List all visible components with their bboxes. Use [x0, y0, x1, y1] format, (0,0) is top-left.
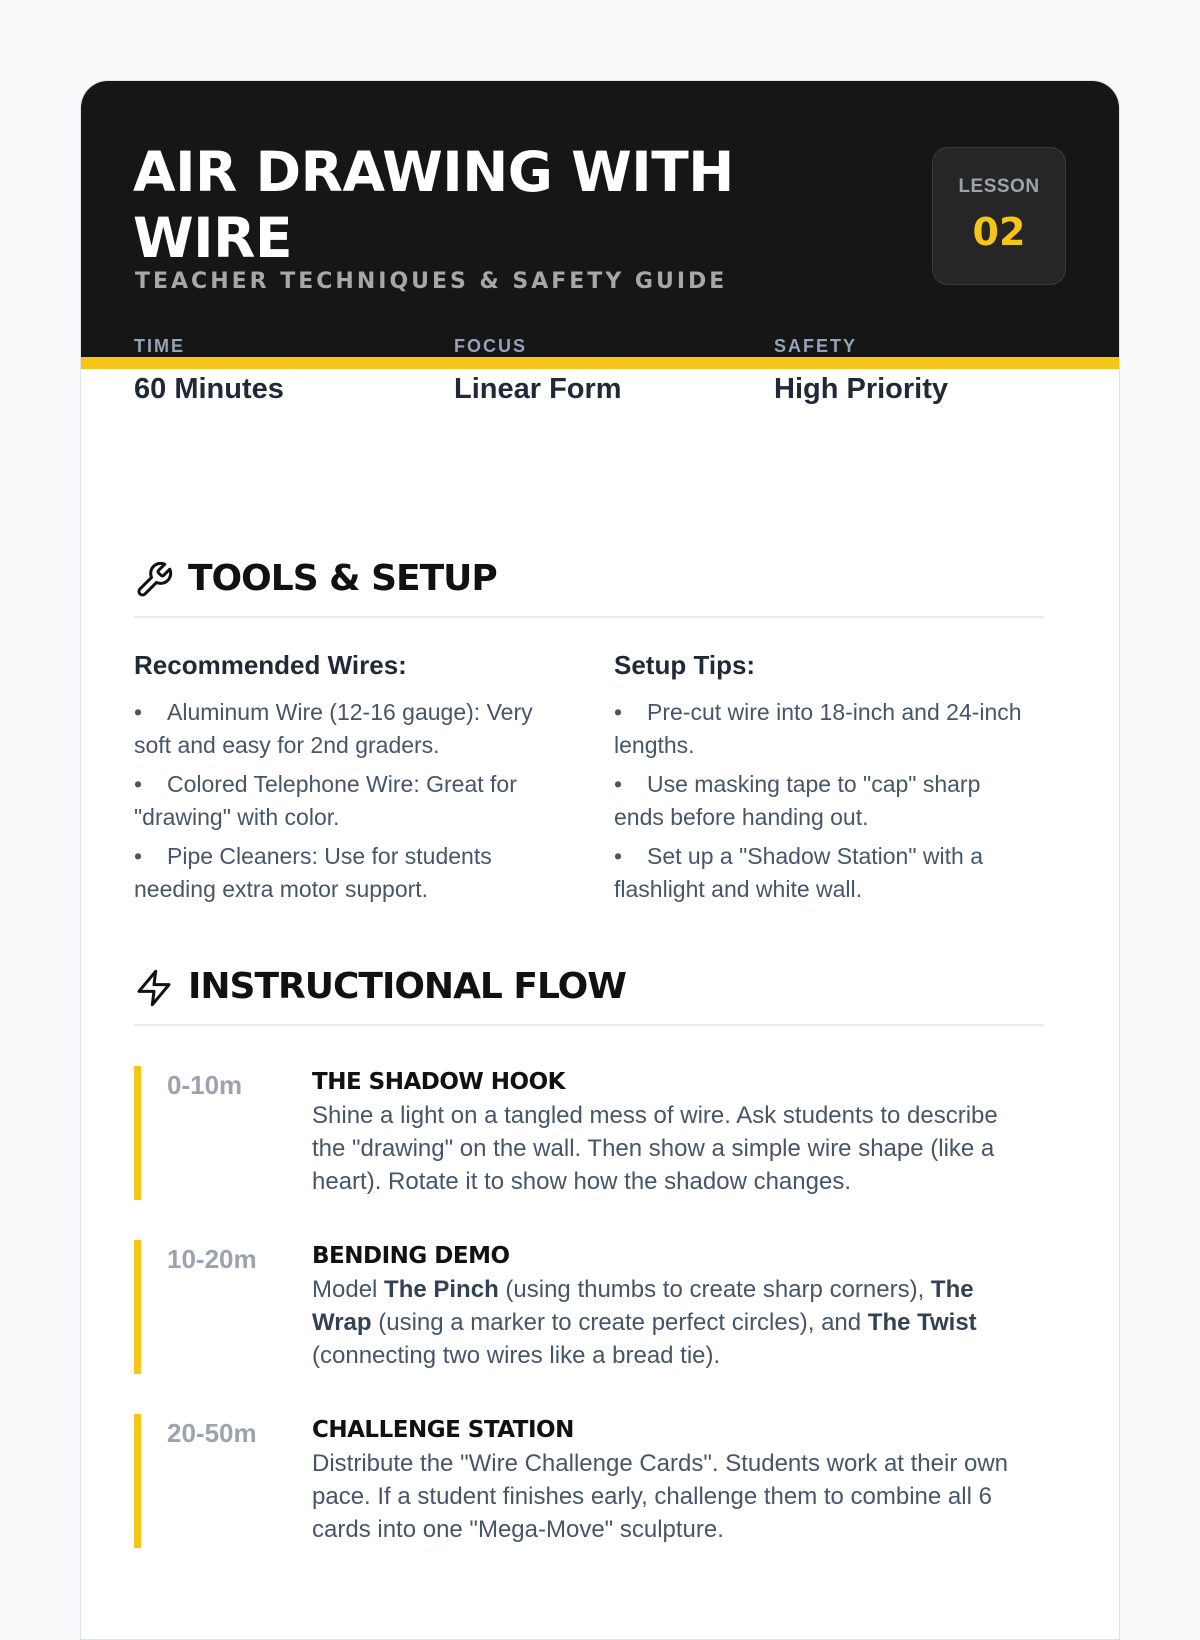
- meta-label: TIME: [134, 336, 185, 356]
- step-body: [312, 1414, 1032, 1546]
- meta-value: Linear Form: [454, 373, 622, 405]
- lesson-number: 02: [972, 210, 1026, 254]
- list-item: • Colored Telephone Wire: Great for "drawing" with color.: [134, 771, 517, 830]
- step-description: Model The Pinch (using thumbs to create sharp corners), The Wrap (using a marker to create perfect circles), and The Twist (connecting two wires like a bread tie).: [312, 1276, 977, 1369]
- tips-list: [614, 696, 1034, 906]
- meta-label: FOCUS: [454, 336, 527, 356]
- technique-name: The Pinch: [384, 1276, 499, 1303]
- tips-heading: Setup Tips:: [614, 650, 756, 680]
- technique-name: The Twist: [867, 1309, 977, 1336]
- step-time: 0-10m: [167, 1070, 243, 1100]
- list-item: • Pre-cut wire into 18-inch and 24-inch lengths.: [614, 699, 1022, 758]
- list-item: • Use masking tape to "cap" sharp ends before handing out.: [614, 771, 981, 830]
- page-subtitle: TEACHER TECHNIQUES & SAFETY GUIDE: [135, 269, 728, 294]
- technique-name: The Wrap: [312, 1276, 974, 1336]
- list-item: • Set up a "Shadow Station" with a flashlight and white wall.: [614, 843, 983, 902]
- setup-tips: [614, 648, 1034, 912]
- flow-section-title: INSTRUCTIONAL FLOW: [188, 966, 626, 1007]
- page-title: AIR DRAWING WITH WIRE: [133, 140, 734, 270]
- lightning-icon: [134, 968, 174, 1008]
- list-item: • Pipe Cleaners: Use for students needing extra motor support.: [134, 843, 492, 902]
- flow-step: [134, 1240, 1051, 1374]
- step-description: Shine a light on a tangled mess of wire. Ask students to describe the "drawing" on the wall. Then show a simple wire shape (like a heart). Rotate it to show how the shadow changes.: [312, 1102, 998, 1195]
- step-time: 10-20m: [167, 1244, 257, 1274]
- step-body: [312, 1240, 1032, 1372]
- step-title: BENDING DEMO: [312, 1243, 510, 1269]
- flow-section-header: [134, 958, 1044, 1026]
- tools-section-title: TOOLS & SETUP: [188, 558, 497, 599]
- wires-heading: Recommended Wires:: [134, 650, 407, 680]
- lesson-header: [81, 81, 1119, 369]
- flow-step: [134, 1414, 1051, 1548]
- meta-focus: [454, 336, 622, 406]
- flow-step: [134, 1066, 1051, 1200]
- tools-section-header: [134, 550, 1044, 618]
- meta-value: 60 Minutes: [134, 373, 284, 405]
- wrench-icon: [134, 560, 174, 600]
- step-body: [312, 1066, 1032, 1198]
- meta-time: [134, 336, 284, 406]
- step-title: THE SHADOW HOOK: [312, 1069, 565, 1095]
- meta-value: High Priority: [774, 373, 949, 405]
- lesson-badge: [932, 147, 1066, 285]
- step-time: 20-50m: [167, 1418, 257, 1448]
- meta-label: SAFETY: [774, 336, 858, 356]
- step-title: CHALLENGE STATION: [312, 1417, 574, 1443]
- recommended-wires: [134, 648, 564, 912]
- lesson-meta: [134, 336, 1074, 426]
- lesson-label: LESSON: [958, 176, 1040, 197]
- list-item: • Aluminum Wire (12-16 gauge): Very soft and easy for 2nd graders.: [134, 699, 533, 758]
- step-description: Distribute the "Wire Challenge Cards". Students work at their own pace. If a student finishes early, challenge them to combine all 6 cards into one "Mega-Move" sculpture.: [312, 1450, 1009, 1543]
- wires-list: [134, 696, 564, 906]
- meta-safety: [774, 336, 948, 406]
